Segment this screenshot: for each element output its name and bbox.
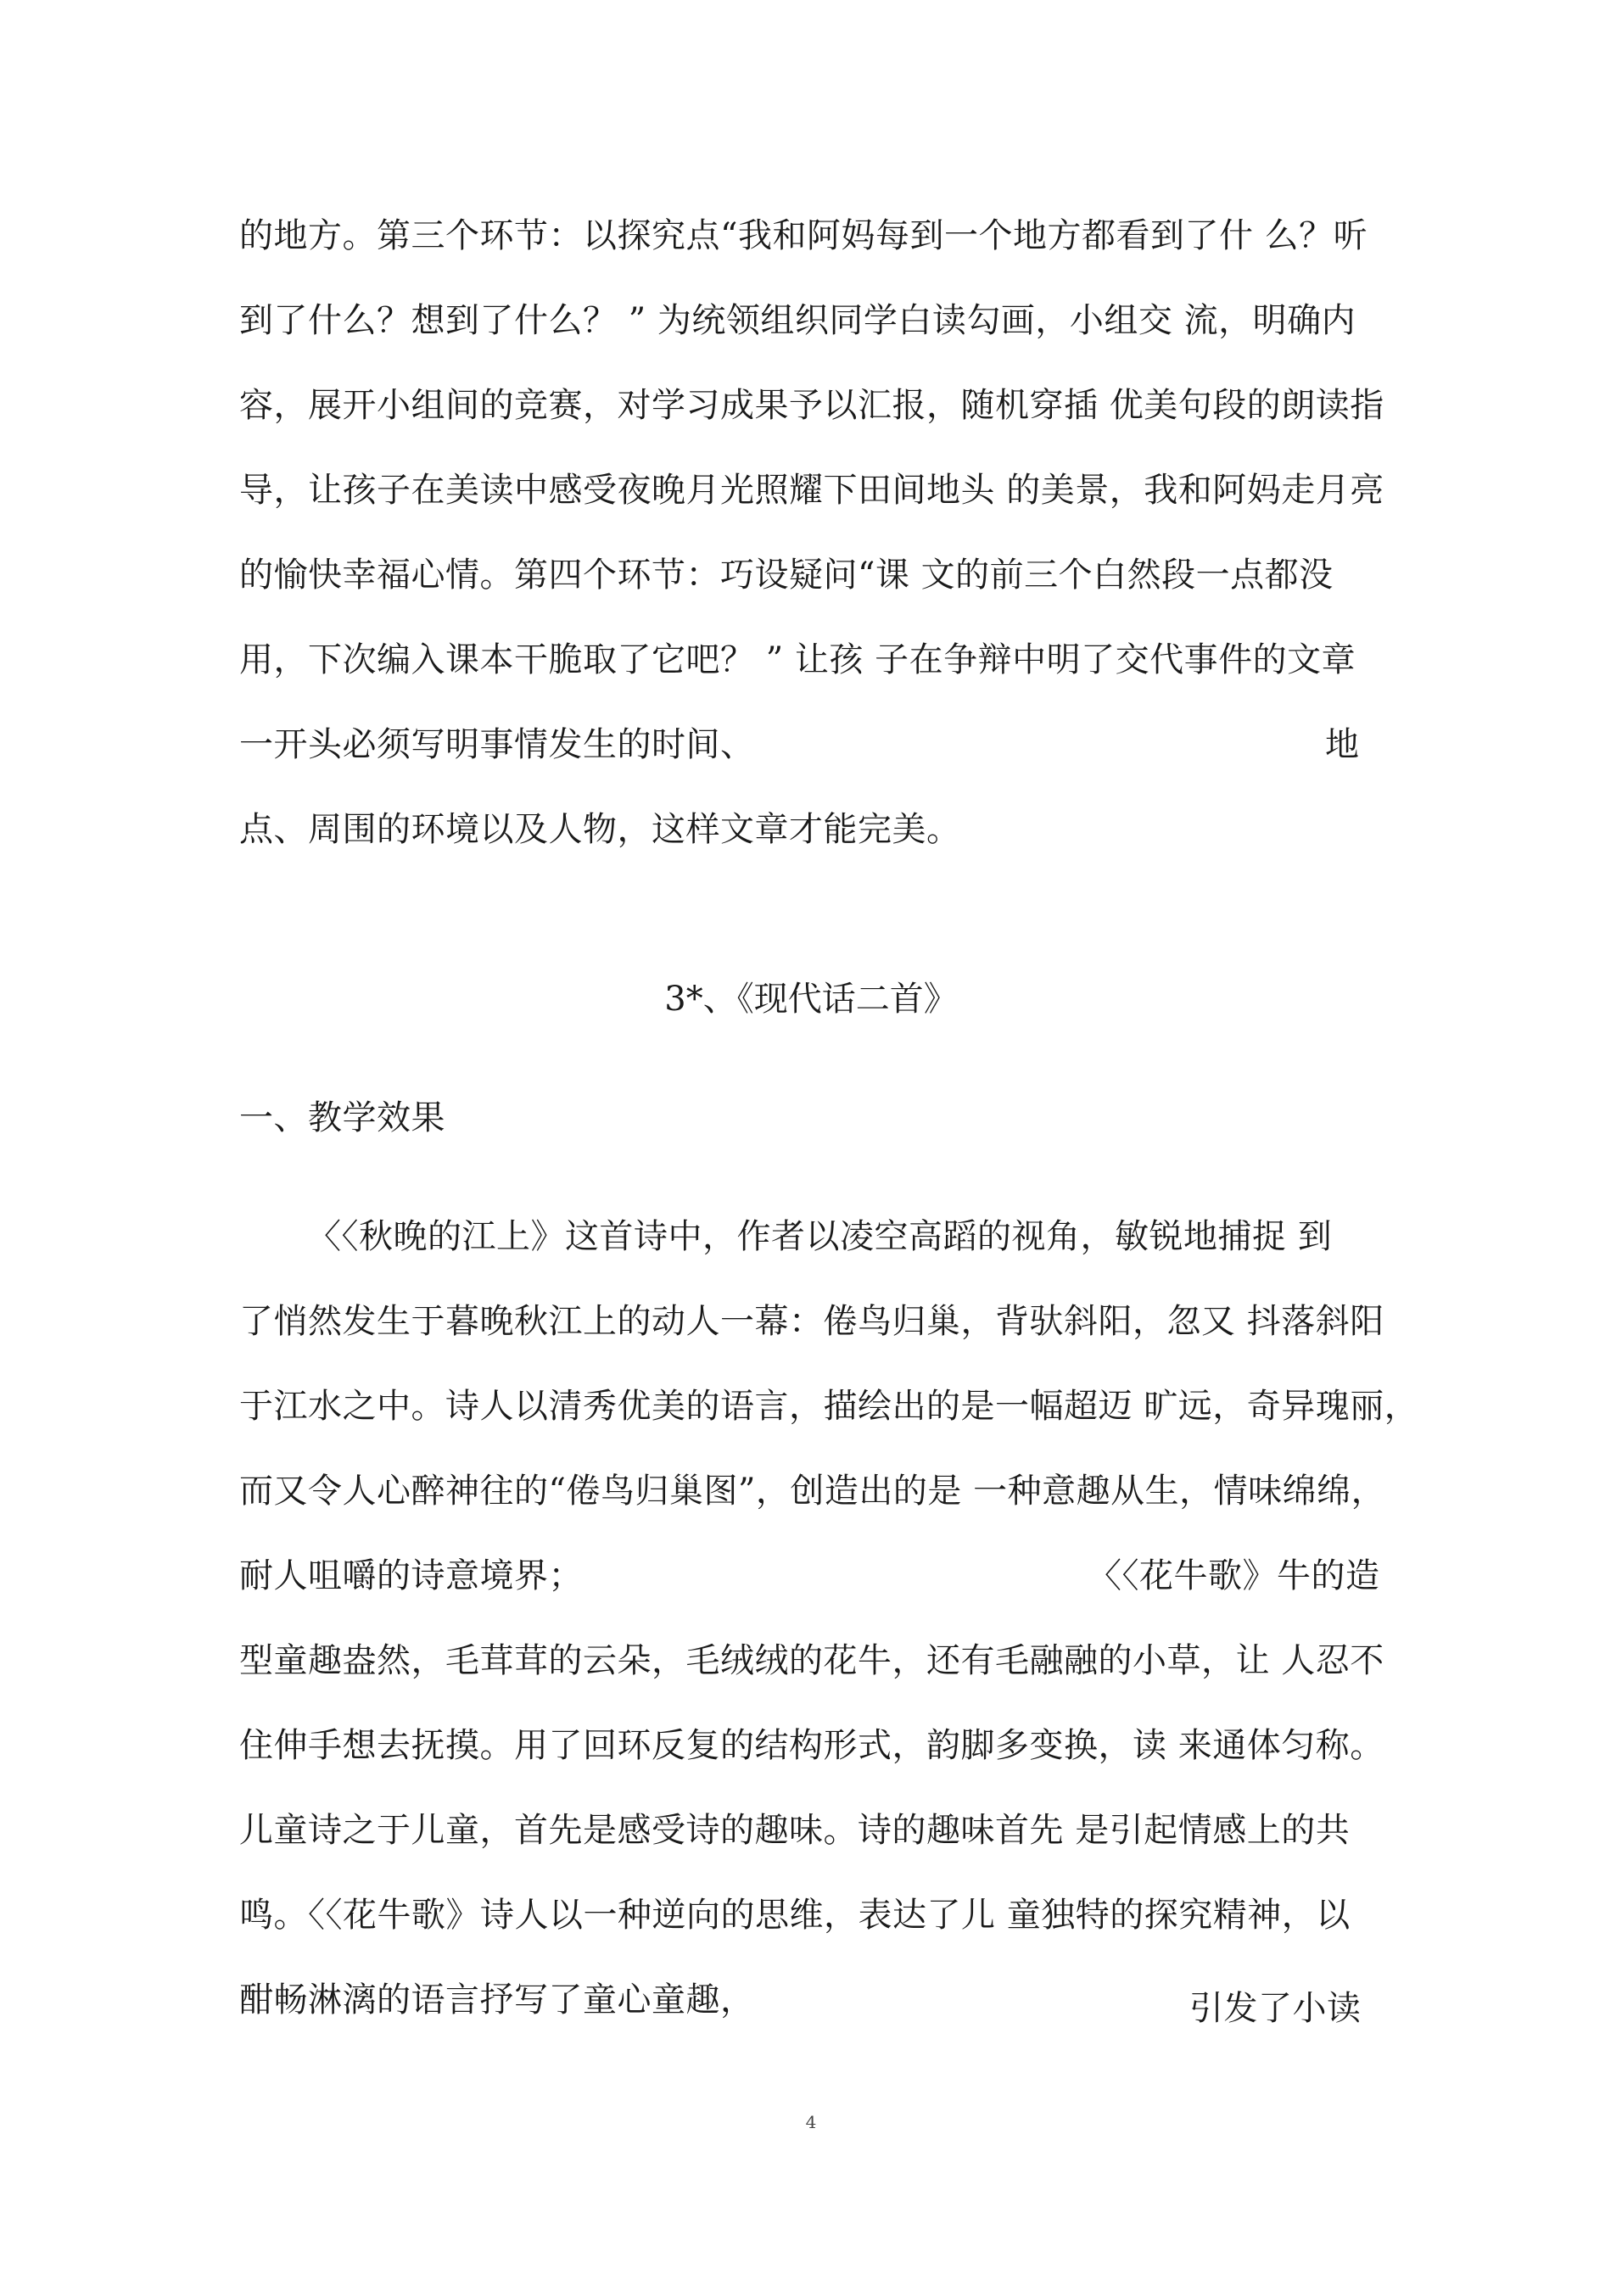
paragraph-line: 型童趣盎然，毛茸茸的云朵，毛绒绒的花牛，还有毛融融的小草，让 人忍不 — [239, 1641, 1384, 1680]
paragraph-line: 〈〈秋晚的江上》这首诗中，作者以凌空高蹈的视角，敏锐地捕捉 到 — [307, 1217, 1333, 1256]
paragraph-line: 儿童诗之于儿童，首先是感受诗的趣味。诗的趣味首先 是引起情感上的共 — [239, 1811, 1351, 1850]
section-title: 3*、《现代话二首》 — [664, 980, 958, 1019]
paragraph-line-fragment: 地 — [1325, 725, 1360, 764]
paragraph-line: 点、周围的环境以及人物，这样文章才能完美。 — [239, 810, 961, 849]
paragraph-line: 于江水之中。诗人以清秀优美的语言，描绘出的是一幅超迈 旷远，奇异瑰丽， — [239, 1387, 1419, 1426]
paragraph-line: 酣畅淋漓的语言抒写了童心童趣， — [239, 1980, 755, 2019]
paragraph-line: 用，下次编入课本干脆取了它吧？ ” 让孩 子在争辩中明了交代事件的文章 — [239, 640, 1356, 679]
paragraph-line: 的愉快幸福心情。第四个环节：巧设疑问“课 文的前三个白然段一点都没 — [239, 556, 1334, 595]
paragraph-line: 容，展开小组间的竞赛，对学习成果予以汇报，随机穿插 优美句段的朗读指 — [239, 386, 1384, 425]
paragraph-line-fragment: 引发了小读 — [1189, 1989, 1362, 2028]
paragraph-line: 耐人咀嚼的诗意境界； — [239, 1556, 583, 1595]
paragraph-line: 的地方。第三个环节：以探究点“我和阿妈每到一个地方都看到了什 么？听 — [239, 216, 1368, 255]
paragraph-line: 了悄然发生于暮晚秋江上的动人一幕：倦鸟归巢，背驮斜阳，忽又 抖落斜阳 — [239, 1302, 1384, 1341]
paragraph-line: 到了什么？想到了什么？ ” 为统领组织同学白读勾画，小组交 流，明确内 — [239, 301, 1356, 340]
paragraph-line: 鸣。〈〈花牛歌》诗人以一种逆向的思维，表达了儿 童独特的探究精神，以 — [239, 1896, 1351, 1935]
paragraph-line: 而又令人心醉神往的“倦鸟归巢图”，创造出的是 一种意趣从生，情味绵绵， — [239, 1472, 1386, 1511]
paragraph-line: 导，让孩子在美读中感受夜晚月光照耀下田间地头 的美景，我和阿妈走月亮 — [239, 471, 1384, 510]
paragraph-line: 住伸手想去抚摸。用了回环反复的结构形式，韵脚多变换，读 来通体匀称。 — [239, 1726, 1384, 1765]
section-heading: 一、教学效果 — [239, 1098, 445, 1137]
paragraph-line-fragment: 〈〈花牛歌》牛的造 — [1088, 1556, 1380, 1595]
page-number: 4 — [805, 2112, 817, 2132]
paragraph-line: 一开头必须写明事情发生的时间、 — [239, 725, 755, 764]
